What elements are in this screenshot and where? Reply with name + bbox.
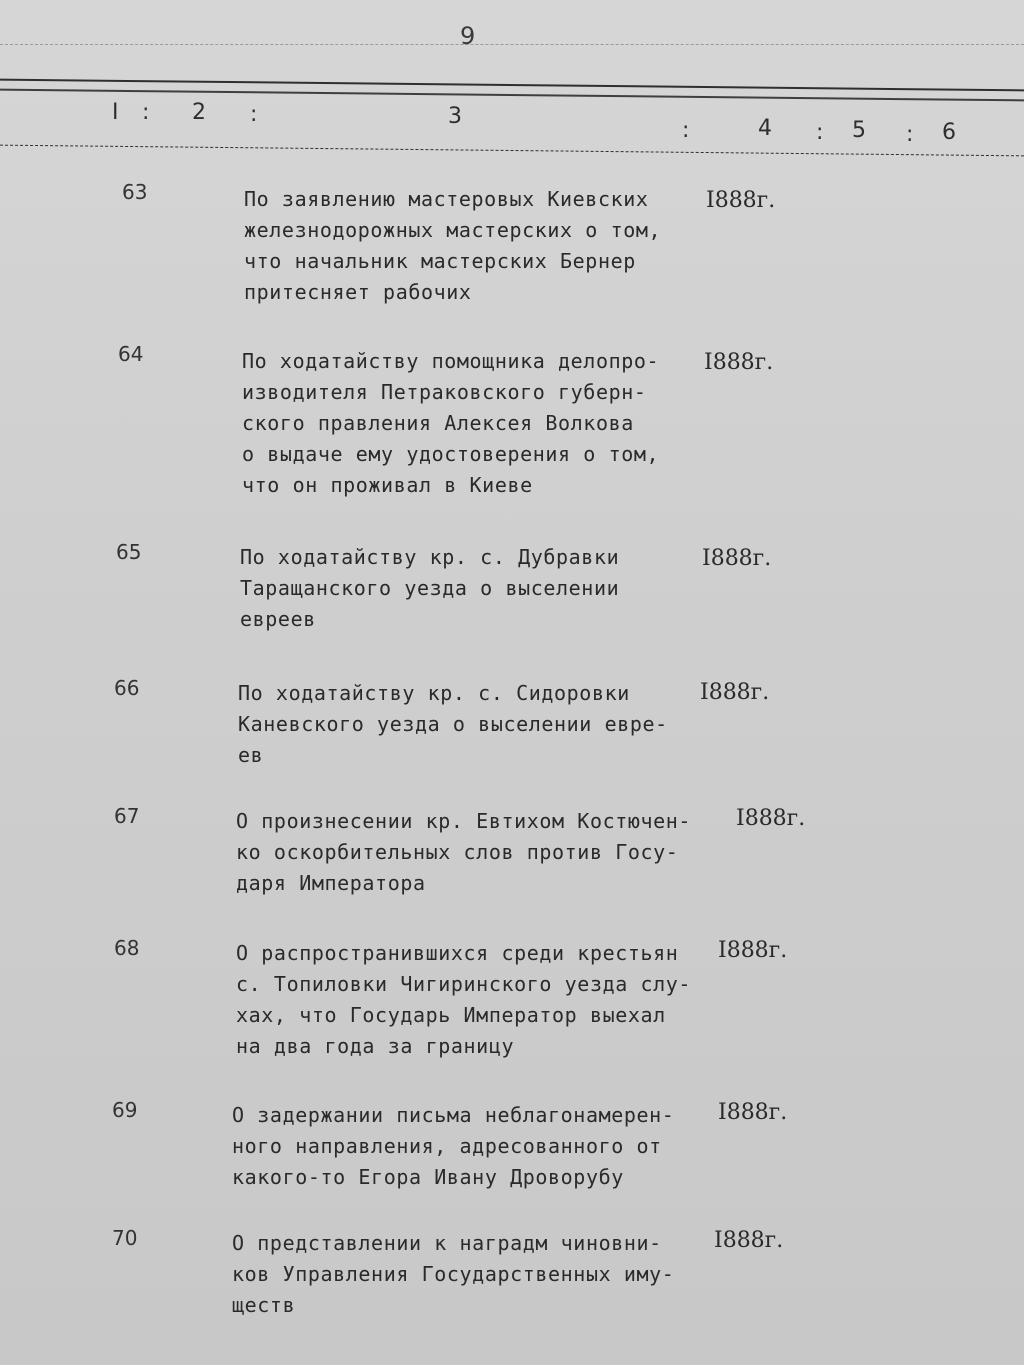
description-line: притесняет рабочих xyxy=(244,280,472,304)
column-header-2: 2 xyxy=(192,100,206,125)
description-line: какого-то Егора Ивану Дроворубу xyxy=(232,1165,624,1189)
entry-year: I888г. xyxy=(736,806,806,831)
entry-number: 65 xyxy=(116,540,142,564)
entry-description xyxy=(236,938,706,1062)
column-separator: : xyxy=(906,122,914,147)
entry-number: 69 xyxy=(112,1098,138,1122)
description-line: ев xyxy=(238,743,264,767)
entry-year: I888г. xyxy=(704,350,774,375)
entry-description xyxy=(232,1100,702,1193)
entry-year: I888г. xyxy=(702,546,772,571)
page-number: 9 xyxy=(460,22,476,50)
column-header-3: 3 xyxy=(448,104,462,129)
column-separator: : xyxy=(142,100,150,125)
entry-year: I888г. xyxy=(700,680,770,705)
description-line: ко оскорбительных слов против Госу- xyxy=(236,840,679,864)
description-line: О представлении к наградм чиновни- xyxy=(232,1231,662,1255)
description-line: даря Императора xyxy=(236,871,426,895)
description-line: ного направления, адресованного от xyxy=(232,1134,662,1158)
entry-number: 67 xyxy=(114,804,140,828)
entry-year: I888г. xyxy=(718,938,788,963)
description-line: ков Управления Государственных иму- xyxy=(232,1262,675,1286)
description-line: По ходатайству помощника делопро- xyxy=(242,349,660,373)
column-separator: : xyxy=(682,118,690,143)
column-separator: : xyxy=(816,120,824,145)
column-header-4: 4 xyxy=(758,116,772,141)
header-rule-top-double xyxy=(0,89,1024,102)
description-line: По заявлению мастеровых Киевских xyxy=(244,187,649,211)
dotted-guide xyxy=(0,44,1024,45)
description-line: Каневского уезда о выселении евре- xyxy=(238,712,668,736)
description-line: О задержании письма неблагонамерен- xyxy=(232,1103,675,1127)
entry-year: I888г. xyxy=(714,1228,784,1253)
entry-description xyxy=(242,346,712,501)
entry-description xyxy=(238,678,708,771)
description-line: что он проживал в Киеве xyxy=(242,473,533,497)
column-separator: : xyxy=(250,102,258,127)
header-rule-bottom xyxy=(0,145,1024,157)
description-line: о выдаче ему удостоверения о том, xyxy=(242,442,660,466)
entry-number: 66 xyxy=(114,676,140,700)
entry-description xyxy=(244,184,714,308)
description-line: ществ xyxy=(232,1293,296,1317)
description-line: на два года за границу xyxy=(236,1034,515,1058)
description-line: железнодорожных мастерских о том, xyxy=(244,218,662,242)
entry-number: 68 xyxy=(114,936,140,960)
column-header-5: 5 xyxy=(852,118,866,143)
description-line: хах, что Государь Император выехал xyxy=(236,1003,666,1027)
entry-number: 63 xyxy=(122,180,148,204)
entry-year: I888г. xyxy=(706,188,776,213)
description-line: О распространившихся среди крестьян xyxy=(236,941,679,965)
description-line: изводителя Петраковского губерн- xyxy=(242,380,647,404)
entry-number: 64 xyxy=(118,342,144,366)
column-header-1: I xyxy=(112,100,119,125)
column-header-6: 6 xyxy=(942,120,956,145)
entry-year: I888г. xyxy=(718,1100,788,1125)
description-line: евреев xyxy=(240,607,316,631)
entry-description xyxy=(240,542,710,635)
entry-description xyxy=(232,1228,702,1321)
description-line: с. Топиловки Чигиринского уезда слу- xyxy=(236,972,692,996)
description-line: ского правления Алексея Волкова xyxy=(242,411,634,435)
description-line: О произнесении кр. Евтихом Костючен- xyxy=(236,809,692,833)
entry-description xyxy=(236,806,706,899)
description-line: По ходатайству кр. с. Сидоровки xyxy=(238,681,630,705)
description-line: По ходатайству кр. с. Дубравки xyxy=(240,545,620,569)
description-line: Таращанского уезда о выселении xyxy=(240,576,620,600)
description-line: что начальник мастерских Бернер xyxy=(244,249,636,273)
entry-number: 70 xyxy=(112,1226,138,1250)
